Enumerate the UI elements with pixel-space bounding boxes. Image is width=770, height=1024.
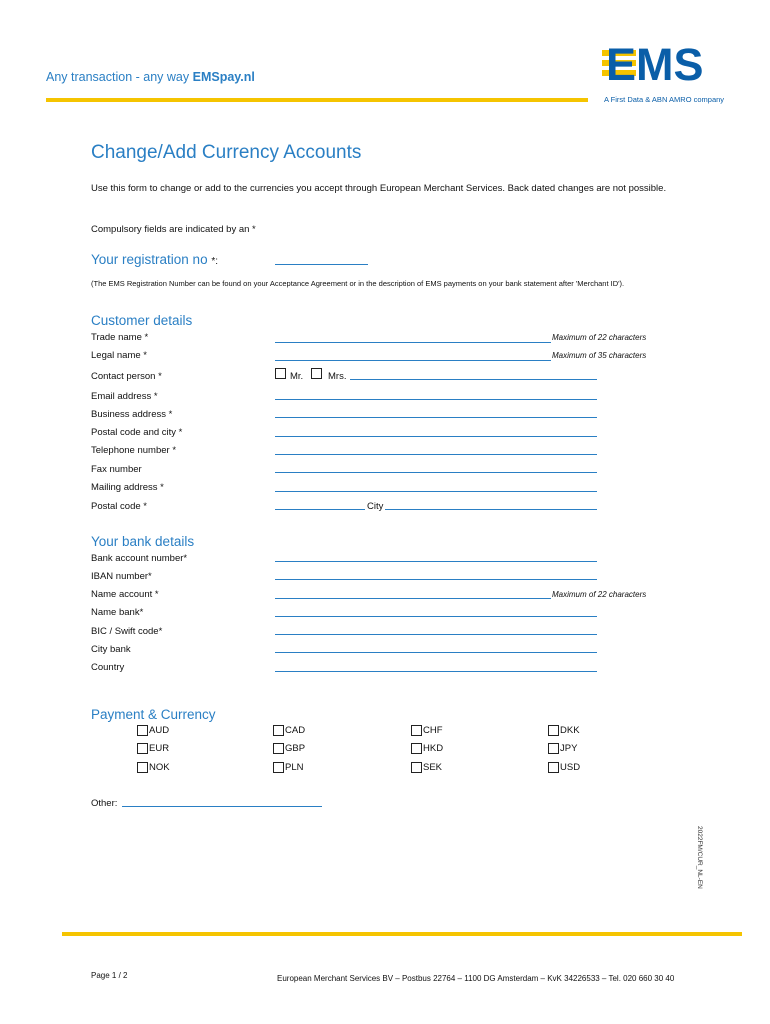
registration-field[interactable] — [275, 264, 368, 265]
currency-label-eur: EUR — [149, 743, 170, 754]
tagline — [46, 70, 255, 84]
telephone-label: Telephone number * — [91, 445, 177, 456]
currency-checkbox-cad[interactable] — [273, 725, 284, 736]
email-label: Email address * — [91, 391, 158, 402]
currency-checkbox-chf[interactable] — [411, 725, 422, 736]
mrs-label: Mrs. — [328, 371, 347, 382]
mailing-address-label: Mailing address * — [91, 482, 164, 493]
registration-heading: Your registration no *: — [91, 252, 219, 267]
trade-name-hint: Maximum of 22 characters — [552, 333, 647, 342]
currency-checkbox-jpy[interactable] — [548, 743, 559, 754]
currency-label-aud: AUD — [149, 725, 170, 736]
mr-checkbox[interactable] — [275, 368, 286, 379]
legal-name-hint: Maximum of 35 characters — [552, 351, 647, 360]
currency-label-gbp: GBP — [285, 743, 306, 754]
city-bank-label: City bank — [91, 644, 131, 655]
trade-name-field[interactable] — [275, 342, 551, 343]
trade-name-label: Trade name * — [91, 332, 149, 343]
currency-label-pln: PLN — [285, 762, 304, 773]
postal-code-field[interactable] — [275, 509, 365, 510]
currency-checkbox-gbp[interactable] — [273, 743, 284, 754]
customer-heading: Customer details — [91, 313, 193, 328]
currency-label-nok: NOK — [149, 762, 170, 773]
city-bank-field[interactable] — [275, 652, 597, 653]
mr-label: Mr. — [290, 371, 304, 382]
name-account-label: Name account * — [91, 589, 159, 600]
business-address-field[interactable] — [275, 417, 597, 418]
name-bank-field[interactable] — [275, 616, 597, 617]
currency-label-usd: USD — [560, 762, 581, 773]
country-field[interactable] — [275, 671, 597, 672]
header-divider — [46, 98, 588, 102]
payment-heading: Payment & Currency — [91, 707, 216, 722]
footer-divider — [62, 932, 742, 936]
bank-account-label: Bank account number* — [91, 553, 188, 564]
currency-label-cad: CAD — [285, 725, 306, 736]
legal-name-field[interactable] — [275, 360, 551, 361]
tagline-brand: EMSpay.nl — [192, 70, 255, 84]
fax-field[interactable] — [275, 472, 597, 473]
currency-checkbox-nok[interactable] — [137, 762, 148, 773]
currency-checkbox-hkd[interactable] — [411, 743, 422, 754]
business-address-label: Business address * — [91, 409, 173, 420]
bank-account-field[interactable] — [275, 561, 597, 562]
currency-checkbox-eur[interactable] — [137, 743, 148, 754]
legal-name-label: Legal name * — [91, 350, 147, 361]
footer-address: European Merchant Services BV – Postbus 22764 – 1100 DG Amsterdam – KvK 34226533 – Tel. 020 660 30 40 — [277, 974, 675, 983]
name-bank-label: Name bank* — [91, 607, 144, 618]
registration-note: (The EMS Registration Number can be found on your Acceptance Agreement or in the description of EMS payments on your bank statement after 'Merchant ID'). — [91, 279, 625, 288]
fax-label: Fax number — [91, 464, 142, 475]
contact-person-field[interactable] — [350, 379, 597, 380]
email-field[interactable] — [275, 399, 597, 400]
currency-label-chf: CHF — [423, 725, 443, 736]
other-currency-field[interactable] — [122, 806, 322, 807]
bic-label: BIC / Swift code* — [91, 626, 163, 637]
currency-checkbox-sek[interactable] — [411, 762, 422, 773]
currency-checkbox-aud[interactable] — [137, 725, 148, 736]
document-code: 2022FM/CUR_NL-EN — [696, 826, 703, 889]
currency-label-sek: SEK — [423, 762, 443, 773]
currency-checkbox-usd[interactable] — [548, 762, 559, 773]
other-label: Other: — [91, 798, 118, 809]
iban-label: IBAN number* — [91, 571, 152, 582]
currency-checkbox-pln[interactable] — [273, 762, 284, 773]
mailing-address-field[interactable] — [275, 491, 597, 492]
iban-field[interactable] — [275, 579, 597, 580]
intro-text: Use this form to change or add to the currencies you accept through European Merchant Services. Back dated changes are not possible. — [91, 183, 667, 194]
ems-logo — [600, 38, 726, 84]
currency-checkbox-dkk[interactable] — [548, 725, 559, 736]
postal-city-field[interactable] — [275, 436, 597, 437]
compulsory-note: Compulsory fields are indicated by an * — [91, 224, 256, 235]
name-account-field[interactable] — [275, 598, 551, 599]
page-number: Page 1 / 2 — [91, 971, 128, 980]
postal-city-label: Postal code and city * — [91, 427, 183, 438]
city-field[interactable] — [385, 509, 597, 510]
contact-person-label: Contact person * — [91, 371, 162, 382]
telephone-field[interactable] — [275, 454, 597, 455]
country-label: Country — [91, 662, 125, 673]
bic-field[interactable] — [275, 634, 597, 635]
page-title: Change/Add Currency Accounts — [91, 142, 362, 163]
tagline-prefix: Any transaction - any way — [46, 70, 193, 84]
currency-label-hkd: HKD — [423, 743, 444, 754]
currency-label-jpy: JPY — [560, 743, 578, 754]
mrs-checkbox[interactable] — [311, 368, 322, 379]
currency-label-dkk: DKK — [560, 725, 580, 736]
city-label: City — [367, 501, 384, 512]
postal-code-label: Postal code * — [91, 501, 147, 512]
logo-text: EMS — [606, 39, 704, 84]
bank-heading: Your bank details — [91, 534, 195, 549]
name-account-hint: Maximum of 22 characters — [552, 590, 647, 599]
logo-subtagline: A First Data & ABN AMRO company — [604, 95, 725, 104]
